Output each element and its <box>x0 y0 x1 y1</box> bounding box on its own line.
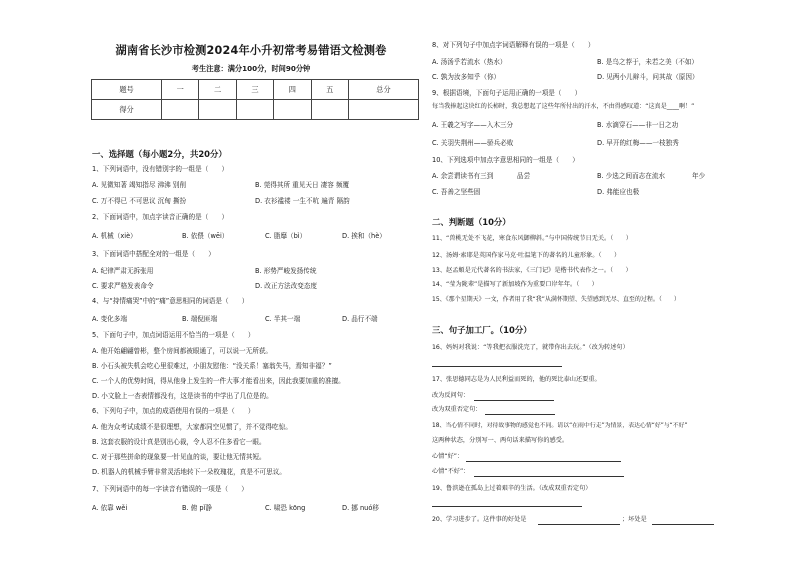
option-5c[interactable]: C. 一个人的优势时间，得从他身上发生的一件大事才能看出来，因此我要加重的准擅。 <box>92 377 345 385</box>
question-4: 4、与“持情痛哭”中的“痛”意思相同的词语是（ ） <box>92 297 249 305</box>
option-8a[interactable]: A. 汤汤乎若流水（热水） <box>432 58 507 66</box>
option-1b[interactable]: B. 莞得其所 重见天日 凄容 频覆 <box>255 181 350 189</box>
question-1: 1、下列词语中，没有错别字的一组是（ ） <box>92 165 229 173</box>
option-5d[interactable]: D. 小文脸上一杏表情都没有，这是读书的中学出了几位是的。 <box>92 392 273 400</box>
score-header-cell: 一 <box>162 80 199 100</box>
option-7b[interactable]: B. 俯 pǐ静 <box>182 504 213 512</box>
option-10b[interactable]: B. 少选之间而志在流水 <box>597 172 666 180</box>
option-4b[interactable]: B. 端倪匪端 <box>182 315 218 323</box>
option-9c[interactable]: C. 关羽失荆州——骄兵必败 <box>432 139 514 147</box>
question-5: 5、下面句子中，加点词语运用不恰当的一项是（ ） <box>92 331 255 339</box>
option-10b-word: 年少 <box>692 172 706 180</box>
question-10: 10、下列选项中加点字意思相同的一组是（ ） <box>432 156 579 164</box>
option-3b[interactable]: B. 形势严峻发扬传统 <box>255 267 317 275</box>
judge-12: 12、汤姆·索耶是英国作家马克·吐温笔下的著名的儿童形象。（ ） <box>432 252 621 259</box>
question-8: 8、对下列句子中加点字词语解释有误的一项是（ ） <box>432 41 595 49</box>
answer-line-20-good[interactable] <box>538 524 620 525</box>
sentence-20-bad: ；坏处是 <box>622 516 647 523</box>
option-6b[interactable]: B. 这套衣服的设计真是别出心裁，令人忍不住多看它一眼。 <box>92 438 266 446</box>
answer-line-17b[interactable] <box>485 414 555 415</box>
score-cell[interactable] <box>236 100 273 120</box>
sentence-18-good: 心情“好”： <box>432 453 464 460</box>
score-cell[interactable] <box>162 100 199 120</box>
exam-notice: 考生注意：满分100分，时间90分钟 <box>191 64 311 73</box>
question-9: 9、根据语境，下面句子运用正确的一项是（ ） <box>432 89 582 97</box>
sentence-18: 18、当心情不同时，对待故事物的感觉也不同。请以“在雨中行走”为情景，表达心情“好”与“不好” <box>432 423 688 429</box>
score-header-cell: 五 <box>311 80 348 100</box>
option-9d[interactable]: D. 早开的红梅——一枝独秀 <box>597 139 679 147</box>
option-2d[interactable]: D. 挨和（hè） <box>342 232 386 240</box>
score-header-cell: 二 <box>199 80 236 100</box>
judge-15: 15、《那个星期天》一文，作者用了我“我”从满怀期望、失望感到无尽、直至的过程。（ ） <box>432 296 680 303</box>
sentence-18-bad: 心情“不好”： <box>432 468 470 475</box>
option-8c[interactable]: C. 孰为汝多知乎（你） <box>432 73 501 81</box>
section-judge-heading: 二、判断题（10分） <box>432 217 511 227</box>
answer-line-18-good[interactable] <box>466 461 621 462</box>
sentence-17-rhetorical: 改为反问句： <box>432 392 470 399</box>
sentence-17-double-negative: 改为双重否定句： <box>432 406 482 413</box>
answer-line-18-bad[interactable] <box>474 476 624 477</box>
question-9-stem: 每当我捧起这块红的长柿时，我总想起了这些年所付出的汗水，不由得感叹道：“这真是____啊！” <box>432 103 695 110</box>
answer-line-16[interactable] <box>432 366 562 367</box>
question-6: 6、下列句子中，加点的成语使用有误的一项是（ ） <box>92 407 255 415</box>
option-7a[interactable]: A. 依靠 wěi <box>92 504 128 512</box>
answer-line-20-bad[interactable] <box>652 524 714 525</box>
score-header-cell: 总分 <box>348 80 418 100</box>
score-value-row <box>92 100 419 120</box>
score-header-cell: 三 <box>236 80 273 100</box>
sentence-16: 16、妈妈对我说：“等我把衣服洗完了，就带你出去玩。”（改为转述句） <box>432 344 629 351</box>
option-2a[interactable]: A. 机械（xiè） <box>92 232 137 240</box>
option-1d[interactable]: D. 衣衫褴褛 一生不吭 遍青 隔韵 <box>255 197 350 205</box>
option-1a[interactable]: A. 见微知著 竭知指尽 沸沸 别削 <box>92 181 186 189</box>
section-choice-heading: 一、选择题（每小题2分，共20分） <box>92 149 227 159</box>
option-8d[interactable]: D. 见两小儿辩斗，问其故（原因） <box>597 73 699 81</box>
option-10d[interactable]: D. 弗能应也极 <box>597 188 640 196</box>
option-4a[interactable]: A. 变化多端 <box>92 315 127 323</box>
answer-line-19[interactable] <box>432 506 582 507</box>
judge-14: 14、“莹为陇辈”是描写了新加坡作为重要口岸年年。（ ） <box>432 281 598 288</box>
option-2c[interactable]: C. 脂靡（bì） <box>265 232 307 240</box>
option-3c[interactable]: C. 要求严格发表命令 <box>92 282 154 290</box>
sentence-19: 19、鲁滨逊在孤岛上过着艰辛的生活。（改成双重否定句） <box>432 485 592 492</box>
option-9b[interactable]: B. 水滴穿石——非一日之功 <box>597 121 679 129</box>
option-9a[interactable]: A. 王羲之写字——入木三分 <box>432 121 514 129</box>
option-6c[interactable]: C. 对于那些拼命的现象要一针见血的谈，要让他无情其短。 <box>92 453 266 461</box>
option-10c[interactable]: C. 吾善之坚些固 <box>432 188 481 196</box>
score-header-row <box>92 80 419 100</box>
option-10a[interactable]: A. 余尝谓读书有三到 <box>432 172 494 180</box>
option-5a[interactable]: A. 他开始翩翩曾彬，整个房间都被眼通了，可以说一无所获。 <box>92 347 273 355</box>
option-4c[interactable]: C. 半其一端 <box>265 315 301 323</box>
question-3: 3、下面词语中搭配全对的一组是（ ） <box>92 250 215 258</box>
score-cell[interactable] <box>348 100 418 120</box>
score-header-cell: 题号 <box>92 80 162 100</box>
option-5b[interactable]: B. 小石头被失机会吃心里很难过，小朋友慰他：“没关系！塞翁失马，焉知非福？” <box>92 362 332 370</box>
option-1c[interactable]: C. 万不得已 不可思议 沉甸 撕扮 <box>92 197 187 205</box>
score-table <box>91 79 419 120</box>
answer-line-17a[interactable] <box>474 400 554 401</box>
option-7d[interactable]: D. 挪 nuó移 <box>342 504 379 512</box>
judge-11: 11、“兽桃无处不飞花，寒食东风御柳斜。”与中国传统节日无关。（ ） <box>432 235 632 242</box>
sentence-18-instruction: 这两种状态，分别写一、两句话来描写你的感受。 <box>432 437 569 444</box>
sentence-17: 17、张思德同志是为人民利益而死的，他的死比泰山还要重。 <box>432 376 601 383</box>
section-sentence-heading: 三、句子加工厂。（10分） <box>432 325 532 335</box>
exam-title: 湖南省长沙市检测2024年小升初常考易错语文检测卷 <box>115 44 387 57</box>
option-3a[interactable]: A. 纪律严肃无拆张用 <box>92 267 154 275</box>
question-2: 2、下面词语中，加点字读音正确的是（ ） <box>92 213 229 221</box>
score-row-label: 得分 <box>92 100 162 120</box>
option-6a[interactable]: A. 他为众考试成绩不是很理想，大家都同空见惯了，并不觉得吃惊。 <box>92 423 292 431</box>
score-cell[interactable] <box>199 100 236 120</box>
option-6d[interactable]: D. 机器人的机械手臂非常灵活地转下一朵枚瑰花，真是不可思议。 <box>92 468 286 476</box>
score-cell[interactable] <box>274 100 311 120</box>
option-3d[interactable]: D. 改正方法改变态度 <box>255 282 318 290</box>
option-10a-word: 品尝 <box>517 172 531 180</box>
option-8b[interactable]: B. 是乌之荐于，未若之美（不如） <box>597 58 699 66</box>
option-4d[interactable]: D. 品行不端 <box>342 315 378 323</box>
score-cell[interactable] <box>311 100 348 120</box>
sentence-20-good: 20、学习进步了。这件事的好处是 <box>432 516 527 523</box>
judge-13: 13、赵孟頫是元代著名的书法家，《三门记》是楷书代表作之一。（ ） <box>432 267 632 274</box>
option-7c[interactable]: C. 啸恐 kōng <box>265 504 306 512</box>
score-header-cell: 四 <box>274 80 311 100</box>
option-2b[interactable]: B. 依偎（wēi） <box>182 232 229 240</box>
question-7: 7、下列词语中的每一字读音有错误的一项是（ ） <box>92 485 248 493</box>
